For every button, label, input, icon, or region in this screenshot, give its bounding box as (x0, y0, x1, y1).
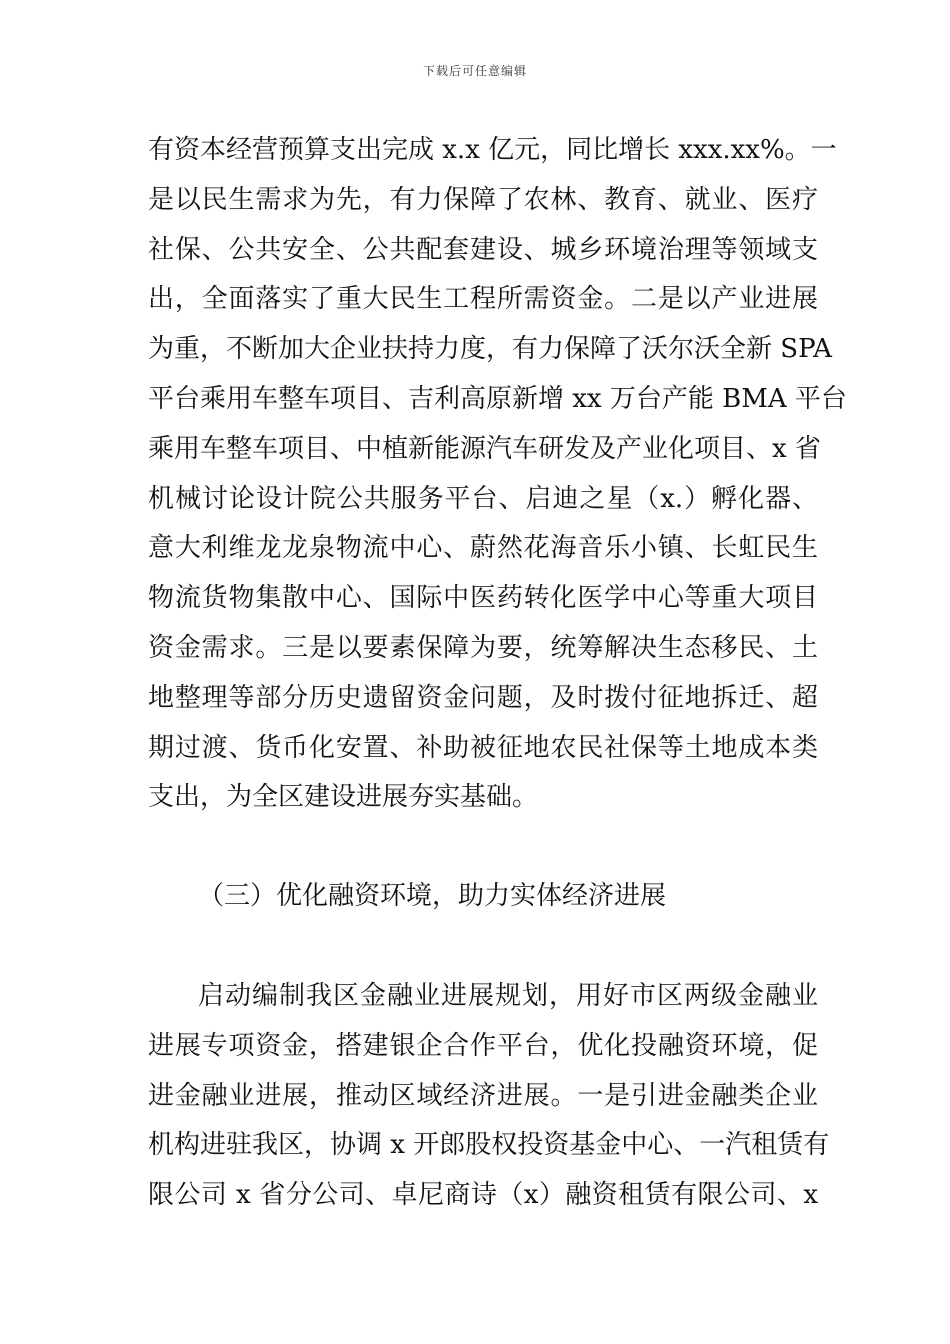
paragraph-line: 限公司 x 省分公司、卓尼商诗（x）融资租赁有限公司、x (148, 1180, 818, 1211)
paragraph-line: 社保、公共安全、公共配套建设、城乡环境治理等领域支 (148, 234, 818, 265)
paragraph-line: 机械讨论设计院公共服务平台、启迪之星（x.）孵化器、 (148, 483, 818, 514)
section-heading: （三）优化融资环境，助力实体经济进展 (198, 881, 667, 911)
paragraph-line: 资金需求。三是以要素保障为要，统筹解决生态移民、土 (148, 632, 818, 663)
paragraph-line: 乘用车整车项目、中植新能源汽车研发及产业化项目、x 省 (148, 433, 821, 464)
paragraph-line: 地整理等部分历史遗留资金问题，及时拨付征地拆迁、超 (148, 682, 818, 713)
paragraph-1 (148, 126, 847, 823)
paragraph-line: 意大利维龙龙泉物流中心、蔚然花海音乐小镇、长虹民生 (148, 533, 818, 564)
paragraph-line: 进展专项资金，搭建银企合作平台，优化投融资环境，促 (148, 1030, 818, 1061)
paragraph-line: 进金融业进展，推动区域经济进展。一是引进金融类企业 (148, 1080, 818, 1111)
paragraph-line: 出，全面落实了重大民生工程所需资金。二是以产业进展 (148, 284, 818, 315)
paragraph-line: 平台乘用车整车项目、吉利高原新增 xx 万台产能 BMA 平台 (148, 383, 847, 414)
paragraph-line: 机构进驻我区，协调 x 开郎股权投资基金中心、一汽租赁有 (148, 1130, 830, 1161)
page-header: 下载后可任意编辑 (422, 64, 527, 78)
paragraph-line: 期过渡、货币化安置、补助被征地农民社保等土地成本类 (148, 732, 818, 763)
paragraph-line: 启动编制我区金融业进展规划，用好市区两级金融业 (198, 981, 818, 1011)
paragraph-line: 为重，不断加大企业扶持力度，有力保障了沃尔沃全新 SPA (148, 334, 832, 365)
paragraph-line: 支出，为全区建设进展夯实基础。 (148, 782, 539, 813)
paragraph-line: 物流货物集散中心、国际中医药转化医学中心等重大项目 (148, 583, 818, 614)
paragraph-2 (148, 972, 830, 1221)
paragraph-line: 有资本经营预算支出完成 x.x 亿元，同比增长 xxx.xx%。一 (148, 135, 837, 165)
paragraph-line: 是以民生需求为先，有力保障了农林、教育、就业、医疗 (148, 184, 818, 215)
